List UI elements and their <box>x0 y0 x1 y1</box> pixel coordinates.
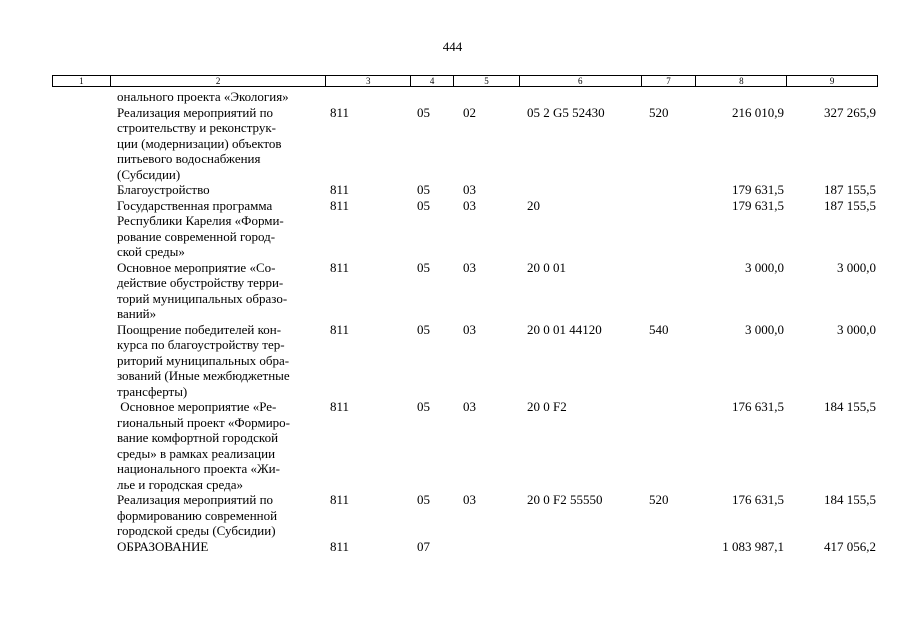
table-row <box>0 322 905 400</box>
row-target-article: 20 0 01 44120 <box>527 321 602 337</box>
row-name-line: Основное мероприятие «Ре- <box>117 399 277 414</box>
row-name <box>117 539 327 555</box>
row-expense-type: 540 <box>649 321 669 337</box>
row-name-line: Основное мероприятие «Со- <box>117 259 276 275</box>
table-row <box>0 105 905 183</box>
table-row <box>0 260 905 322</box>
row-expense-type: 520 <box>649 492 669 507</box>
row-amount-year1: 3 000,0 <box>745 321 784 337</box>
row-amount-year1: 176 631,5 <box>732 492 784 507</box>
row-name-line: ской среды» <box>117 244 185 259</box>
header-col-2: 2 <box>111 76 326 86</box>
row-target-article: 20 <box>527 197 540 213</box>
row-target-article: 20 0 01 <box>527 259 566 275</box>
table-row <box>0 198 905 260</box>
row-name-line: риторий муниципальных обра- <box>117 352 290 368</box>
row-amount-year1: 1 083 987,1 <box>722 538 784 554</box>
row-name-line: вание комфортной городской <box>117 430 279 445</box>
row-name <box>117 198 327 260</box>
table-row <box>0 399 905 492</box>
row-expense-type: 520 <box>649 104 669 120</box>
header-col-9: 9 <box>829 76 835 86</box>
row-name-line: Республики Карелия «Форми- <box>117 213 284 228</box>
row-name-line: строительству и реконструк- <box>117 120 277 135</box>
row-name-line: лье и городская среда» <box>117 476 244 492</box>
row-amount-year2: 3 000,0 <box>837 259 876 275</box>
row-amount-year2: 187 155,5 <box>824 197 876 213</box>
header-col-5: 5 <box>454 76 520 86</box>
row-target-article: 20 0 F2 <box>527 399 567 414</box>
row-name-line: трансферты) <box>117 383 188 399</box>
row-podrazdel: 03 <box>463 197 476 213</box>
page-number: 444 <box>442 39 463 54</box>
row-podrazdel: 03 <box>463 399 476 414</box>
row-name <box>117 322 327 400</box>
row-name <box>117 492 327 539</box>
row-amount-year2: 187 155,5 <box>824 182 876 197</box>
row-name-line: действие обустройству терри- <box>117 275 284 290</box>
row-name-line: Поощрение победителей кон- <box>117 321 282 337</box>
row-name-line: ваний» <box>117 306 157 321</box>
row-name-line: торий муниципальных образо- <box>117 290 288 306</box>
row-target-article: 20 0 F2 55550 <box>527 492 603 507</box>
row-name <box>117 399 327 492</box>
header-col-8: 8 <box>696 76 787 86</box>
row-name-line: гиональный проект «Формиро- <box>117 414 290 430</box>
row-podrazdel: 03 <box>463 321 476 337</box>
table-row <box>0 89 905 105</box>
row-podrazdel: 03 <box>463 259 476 275</box>
row-razdel: 05 <box>417 104 430 120</box>
row-razdel: 05 <box>417 182 430 197</box>
row-podrazdel: 02 <box>463 104 476 120</box>
row-amount-year1: 3 000,0 <box>745 259 784 275</box>
header-col-4: 4 <box>411 76 454 86</box>
row-name-line: Государственная программа <box>117 197 273 213</box>
row-name-line: национального проекта «Жи- <box>117 461 280 476</box>
row-amount-year1: 179 631,5 <box>732 197 784 213</box>
row-name-line: онального проекта «Экология» <box>117 89 289 104</box>
row-code: 811 <box>330 197 350 213</box>
row-name-line: городской среды (Субсидии) <box>117 523 276 538</box>
row-amount-year2: 327 265,9 <box>824 104 876 120</box>
table-row <box>0 492 905 539</box>
row-name-line: Реализация мероприятий по <box>117 104 274 120</box>
row-amount-year1: 216 010,9 <box>732 104 784 120</box>
row-code: 811 <box>330 259 350 275</box>
row-code: 811 <box>330 104 350 120</box>
row-name-line: рование современной город- <box>117 228 276 244</box>
row-code: 811 <box>330 492 350 507</box>
table-header <box>52 75 878 87</box>
row-name-line: ОБРАЗОВАНИЕ <box>117 538 209 554</box>
table-row <box>0 182 905 198</box>
row-amount-year2: 184 155,5 <box>824 492 876 507</box>
row-name <box>117 260 327 322</box>
row-code: 811 <box>330 321 350 337</box>
header-col-7: 7 <box>642 76 697 86</box>
row-amount-year2: 184 155,5 <box>824 399 876 414</box>
row-name-line: питьевого водоснабжения <box>117 151 261 166</box>
row-razdel: 05 <box>417 399 430 414</box>
row-name-line: формированию современной <box>117 507 278 523</box>
row-razdel: 05 <box>417 321 430 337</box>
row-razdel: 05 <box>417 492 430 507</box>
row-name-line: Благоустройство <box>117 182 210 197</box>
header-col-6: 6 <box>520 76 642 86</box>
row-razdel: 05 <box>417 259 430 275</box>
row-amount-year1: 176 631,5 <box>732 399 784 414</box>
row-razdel: 07 <box>417 538 430 554</box>
row-code: 811 <box>330 399 350 414</box>
row-name-line: (Субсидии) <box>117 166 181 182</box>
row-name <box>117 105 327 183</box>
row-amount-year2: 417 056,2 <box>824 538 876 554</box>
row-podrazdel: 03 <box>463 182 476 197</box>
row-name <box>117 182 327 198</box>
header-col-3: 3 <box>326 76 411 86</box>
row-name-line: Реализация мероприятий по <box>117 492 274 507</box>
row-name-line: курса по благоустройству тер- <box>117 337 285 352</box>
row-amount-year1: 179 631,5 <box>732 182 784 197</box>
row-name-line: ции (модернизации) объектов <box>117 135 282 151</box>
row-name-line: среды» в рамках реализации <box>117 445 276 461</box>
row-name <box>117 89 327 105</box>
row-amount-year2: 3 000,0 <box>837 321 876 337</box>
row-target-article: 05 2 G5 52430 <box>527 104 605 120</box>
row-name-line: зований (Иные межбюджетные <box>117 368 290 383</box>
row-code: 811 <box>330 182 350 197</box>
table-row <box>0 539 905 555</box>
row-code: 811 <box>330 538 350 554</box>
row-razdel: 05 <box>417 197 430 213</box>
header-col-1: 1 <box>53 76 111 86</box>
row-podrazdel: 03 <box>463 492 476 507</box>
